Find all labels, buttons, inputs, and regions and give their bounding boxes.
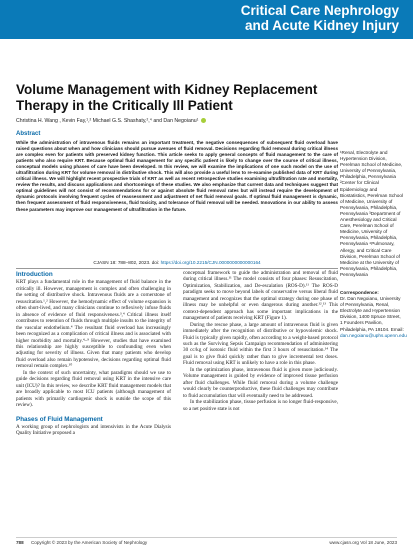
orcid-icon[interactable]	[201, 118, 206, 123]
right-paragraph-2: During the rescue phase, a large amount of intravenous fluid is given immediately after the recognition of distributive or hypovolemic shock. Fluid is typically given rapidly, often according to a weight-based protocol such as the Surviving Sepsis Campaign recommendation of administering 30 cc/kg of isotonic fluid within the first 3 hours of resuscitation.¹⁴ The goal is to give fluid quickly rather than to give incremental test doses. Fluid removal using KRT is unlikely to have a role in this phase.	[183, 321, 338, 367]
right-paragraph-1: conceptual framework to guide the administration and removal of fluid during critical illness.¹¹ The model consists of four phases: Resuscitation, Optimization, Stabilization, and De-escalation (ROS-D).¹¹ The ROS-D paradigm seeks to move beyond labels of conservative versus liberal fluid management and recognizes that the optimal strategy during one phase of illness may be unhelpful or even dangerous during another.¹²,¹³ This context-dependent approach has some important implications in the management of patients receiving KRT (Figure 1).	[183, 270, 338, 322]
correspondence-body: Dr. Dan Negoianu, University of Pennsylvania, Renal, Electrolyte and Hypertension Division, 1400 Spruce Street, 1 Founders Pavilion, Philadelphia, PA 19104. Email:	[340, 296, 404, 332]
correspondence-text	[340, 296, 407, 339]
article-title: Volume Management with Kidney Replacement Therapy in the Critically Ill Patient	[16, 82, 318, 113]
correspondence-email[interactable]: dan.negoianu@uphs.upenn.edu	[340, 332, 407, 338]
page-footer	[16, 540, 397, 549]
journal-title-line2: and Acute Kidney Injury	[244, 18, 399, 33]
author-list	[16, 118, 356, 124]
copyright-text: Copyright © 2023 by the American Society of Nephrology	[30, 540, 148, 545]
citation-line	[16, 260, 338, 265]
journal-title-line1: Critical Care Nephrology	[240, 3, 399, 18]
phases-paragraph-1: A working group of nephrologists and intensivists in the Acute Dialysis Quality Initiative proposed a	[16, 423, 171, 437]
page-number: 788	[16, 540, 24, 545]
journal-title	[241, 3, 399, 33]
intro-paragraph-2: In the context of such uncertainty, what paradigms should we use to guide decisions regarding fluid removal using KRT in the intensive care unit (ICU)? In this review, we describe KRT fluid management models that are broadly applicable to most ICU patients (although management of patients with primarily cardiogenic shock is outside the scope of this review).	[16, 369, 171, 409]
section-heading-phases: Phases of Fluid Management	[16, 415, 103, 423]
abstract-heading: Abstract	[16, 131, 41, 137]
right-paragraph-3: In the optimization phase, intravenous fluid is given more judiciously. Volume management is guided by evidence of improved tissue perfusion after fluid challenges. While fluid removal during a volume challenge would clearly be counterproductive, these fluid challenges may contribute to fluid accumulation that will eventually need to be addressed.	[183, 366, 338, 399]
footer-left	[16, 540, 147, 545]
affiliations-sidebar	[340, 150, 407, 339]
abstract-text: While the administration of intravenous fluids remains an important treatment, the negative consequences of subsequent fluid overload have raised questions about when and how clinicians should pursue avenues of fluid removal. Decisions regarding fluid removal during critical illness are complex even for patients with preserved kidney function. This article seeks to apply general concepts of fluid management to the care of patients who also require KRT. Because optimal fluid management for any specific patient is likely to change over the course of critical illness, conceptual models using phases of care have been developed. In this review, we will examine the implications of one such model on the use of ultrafiltration during KRT for volume removal in distributive shock. This will also provide a useful lens to re-examine published data of KRT during critical illness. We will highlight recent prospective trials of KRT as well as recent retrospective studies examining ultrafiltration rate and mortality, review the results, and discuss applications and shortcomings of these studies. We also emphasize that current data and techniques suggest that optimal guidelines will not consist of recommendations for or against absolute fluid removal rates but will instead require the development of dynamic protocols involving frequent cycles of reassessment and adjustment of net fluid removal goals. If optimal fluid management is dynamic, then frequent assessment of fluid responsiveness, fluid toxicity, and tolerance of fluid removal will be needed. Innovations in our ability to assess these parameters may improve our management of ultrafiltration in the future.	[16, 140, 338, 212]
doi-link[interactable]: https://doi.org/10.2215/CJN.0000000000000164	[160, 260, 261, 265]
citation-prefix: CJASN 18: 788–802, 2023. doi:	[93, 260, 160, 265]
body-column-left	[16, 270, 171, 437]
abstract-divider	[16, 268, 338, 269]
section-heading-introduction: Introduction	[16, 271, 53, 278]
body-column-right	[183, 270, 338, 412]
correspondence-heading: Correspondence:	[340, 289, 379, 295]
intro-paragraph-1: KRT plays a fundamental role in the management of fluid balance in the critically ill. However, management is complex and often challenging in the setting of distributive shock. Intravenous fluids are a cornerstone of resuscitation.¹,² However, the hemodynamic effect of volume expansion is often short-lived, and many clinicians continue to reflexively infuse fluids in absence of evidence of fluid responsiveness.³,⁴ Critical illness itself contributes to retention of fluids through multiple insults to the integrity of the vascular endothelium.⁴ The resultant fluid overload has increasingly been recognized as a complication of critical illness and is associated with higher morbidity and mortality.⁴–⁹ However, studies that have examined this relationship are highly susceptible to confounding even when adjusting for severity of illness. Given that many patients who develop fluid overload also remain hypotensive, decisions regarding optimal fluid removal remain complex.¹⁰	[16, 279, 171, 370]
right-paragraph-4: In the stabilization phase, tissue perfusion is no longer fluid-responsive, so a net positive state is not	[183, 399, 338, 412]
affiliations-text: ¹Renal, Electrolyte and Hypertension Division, Perelman School of Medicine, University of Pennsylvania, Philadelphia, Pennsylvania ²Center for Clinical Epidemiology and Biostatistics, Perelman School of Medicine, University of Pennsylvania, Philadelphia, Pennsylvania ³Department of Anesthesiology and Critical Care, Perelman School of Medicine, University of Pennsylvania, Philadelphia, Pennsylvania ⁴Pulmonary, Allergy, and Critical Care Division, Perelman School of Medicine at the University of Pennsylvania, Philadelphia, Pennsylvania	[340, 150, 404, 277]
footer-url-volume: www.cjasn.org Vol 18 June, 2023	[329, 540, 397, 545]
footer-divider	[16, 537, 397, 538]
authors-text: Christina H. Wang , Kevin Fay,¹,² Michael G.S. Shashaty,²,⁴ and Dan Negoianu¹	[16, 118, 199, 124]
